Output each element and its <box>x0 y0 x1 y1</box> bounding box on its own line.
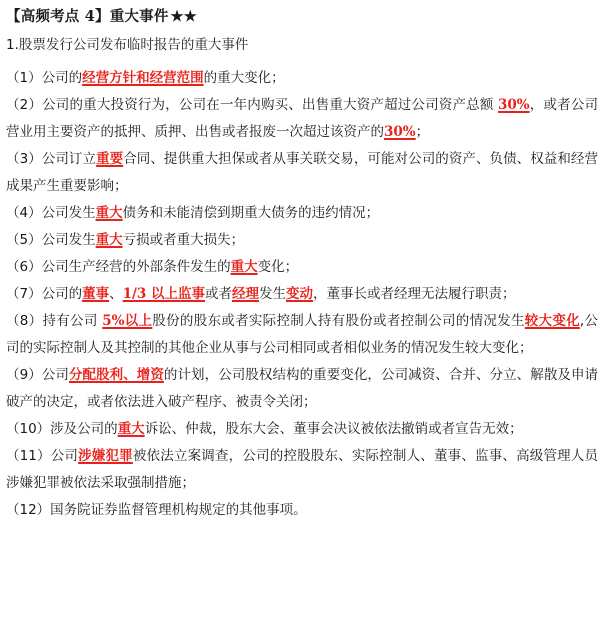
key-term: 经营方针和经营范围 <box>82 70 204 86</box>
key-term: 30% <box>384 124 416 140</box>
key-term: 董事 <box>82 286 110 302</box>
item-text: （5）公司发生 <box>6 232 96 248</box>
item-text: 或者 <box>205 286 233 302</box>
item-text: （7）公司的 <box>6 286 83 302</box>
heading-text: 【高频考点 4】重大事件 <box>6 8 169 25</box>
key-term: 分配股利、增资 <box>68 367 164 383</box>
item-text: 变化； <box>257 259 299 275</box>
item-text: 发生 <box>259 286 287 302</box>
item-text: 股份的股东或者实际控制人持有股份或者控制公司的情况发生 <box>152 313 525 329</box>
item-text: （9）公司 <box>6 367 69 383</box>
key-term: 较大变化 <box>524 313 580 329</box>
list-item-4 <box>6 200 598 227</box>
key-term: 30% <box>497 97 530 113</box>
item-text: （8）持有公司 <box>6 313 103 329</box>
list-item-3 <box>6 146 598 200</box>
item-text: （2）公司的重大投资行为，公司在一年内购买、出售重大资产超过公司资产总额 <box>6 97 498 113</box>
key-term: 1/3 以上监事 <box>122 286 206 302</box>
key-term: 变动 <box>286 286 314 302</box>
key-term: 重大 <box>95 232 123 248</box>
item-text: ,公司的实际控制人及其控制的其他企业从事与公司相同或者相似业务的情况发生较大变化； <box>6 313 599 356</box>
item-text: （4）公司发生 <box>6 205 96 221</box>
item-text: 的计划，公司股权结构的重要变化，公司减资、合并、分立、解散及申请破产的决定，或者依法进入破产程序、被责令关闭； <box>6 367 599 410</box>
list-item-1 <box>6 65 598 92</box>
item-text: 的重大变化； <box>203 70 285 86</box>
key-term: 重大 <box>117 421 145 437</box>
item-text: （12）国务院证券监督管理机构规定的其他事项。 <box>6 502 307 518</box>
item-text: 诉讼、仲裁，股东大会、董事会决议被依法撤销或者宣告无效； <box>144 421 523 437</box>
key-term: 重要 <box>96 151 124 167</box>
key-term: 重大 <box>95 205 123 221</box>
item-text: （1）公司的 <box>6 70 83 86</box>
item-text: （3）公司订立 <box>6 151 97 167</box>
item-text: 合同、提供重大担保或者从事关联交易，可能对公司的资产、负债、权益和经营成果产生重要影响； <box>6 151 599 194</box>
item-text: 被依法立案调查，公司的控股股东、实际控制人、董事、监事、高级管理人员涉嫌犯罪被依法采取强制措施； <box>6 448 598 491</box>
list-item-7 <box>6 281 598 308</box>
key-term: 经理 <box>232 286 260 302</box>
list-item-2 <box>6 92 598 146</box>
key-term: 5%以上 <box>102 313 153 329</box>
item-text: （10）涉及公司的 <box>6 421 118 437</box>
section-heading <box>6 6 598 28</box>
key-term: 重大 <box>230 259 258 275</box>
list-item-5 <box>6 227 598 254</box>
list-item-12 <box>6 497 598 524</box>
list-item-11 <box>6 443 598 497</box>
key-term: 涉嫌犯罪 <box>78 448 133 464</box>
item-text: 亏损或者重大损失； <box>122 232 245 248</box>
item-text: ； <box>415 124 430 140</box>
intro-line: 1.股票发行公司发布临时报告的重大事件 <box>6 37 249 53</box>
item-text: 债务和未能清偿到期重大债务的违约情况； <box>122 205 380 221</box>
item-text: ，或者公司营业用主要资产的抵押、质押、出售或者报废一次超过该资产的 <box>6 97 599 140</box>
item-text: ，董事长或者经理无法履行职责； <box>313 286 516 302</box>
item-text: （6）公司生产经营的外部条件发生的 <box>6 259 231 275</box>
list-item-9 <box>6 362 598 416</box>
importance-stars: ★★ <box>170 8 197 25</box>
list-item-6 <box>6 254 598 281</box>
item-text: 、 <box>109 286 123 302</box>
list-item-8 <box>6 308 598 362</box>
item-text: （11）公司 <box>6 448 79 464</box>
list-item-10 <box>6 416 598 443</box>
